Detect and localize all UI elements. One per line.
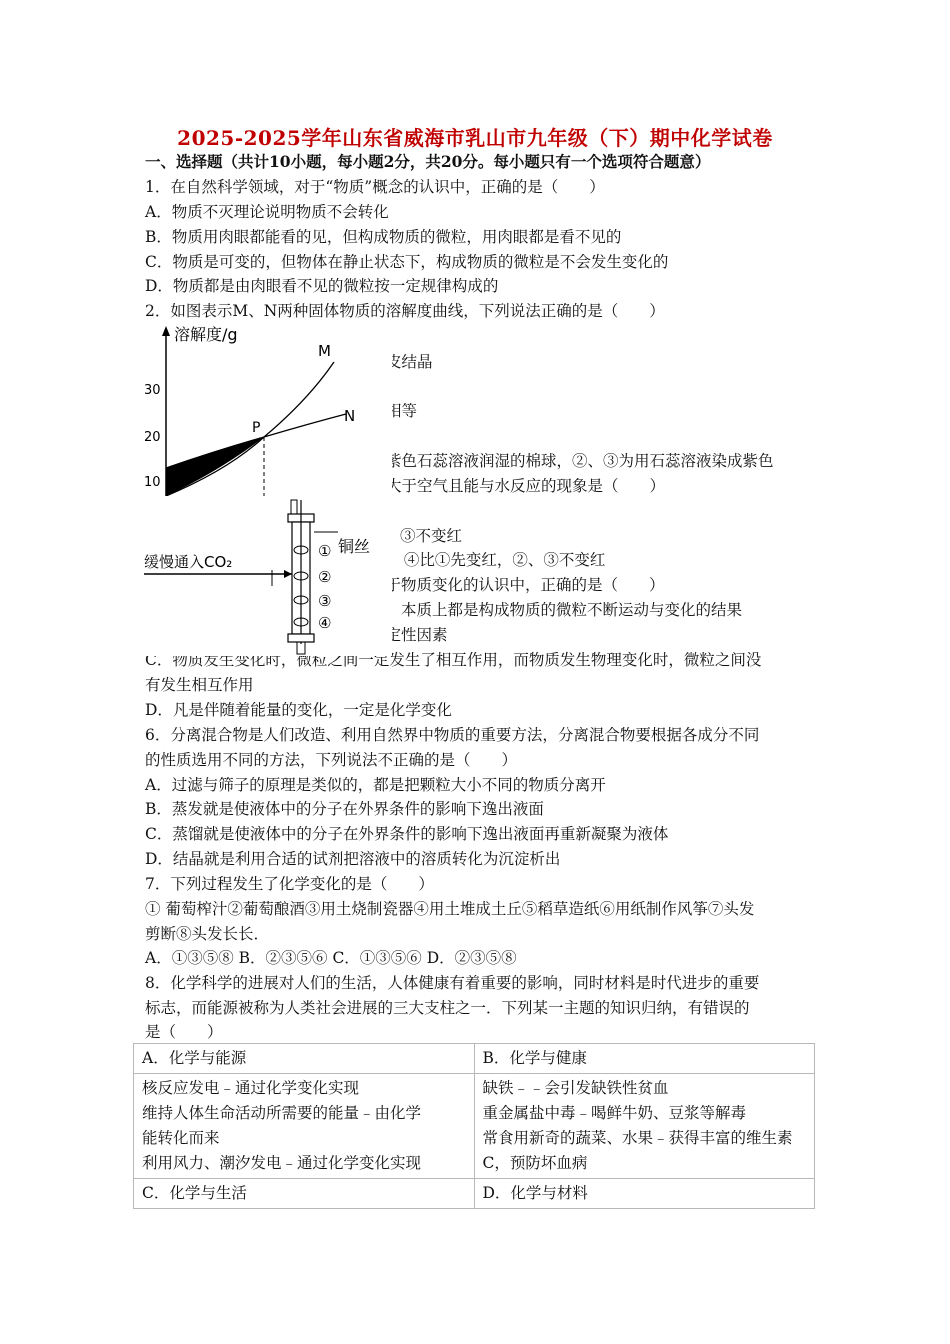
q6-option-b: B．蒸发就是使液体中的分子在外界条件的影响下逸出液面 (145, 800, 544, 818)
point-p-label: P (252, 420, 261, 436)
shaded-region (166, 437, 264, 496)
question-6-cont: 的性质选用不同的方法，下列说法不正确的是（ ） (145, 751, 518, 769)
table-cell-a-head: A．化学与能源 (134, 1044, 475, 1074)
question-7-items: ① 葡萄榨汁②葡萄酿酒③用土烧制瓷器④用土堆成土丘⑤稻草造纸⑥用纸制作风筝⑦头发 (145, 900, 755, 918)
q4-option-d: D．④比①先变红，②、③不变红 (376, 551, 606, 569)
q5-option-d: D．凡是伴随着能量的变化，一定是化学变化 (145, 701, 452, 719)
page-title: 2025-2025学年山东省威海市乳山市九年级（下）期中化学试卷 (177, 126, 773, 150)
q1-option-d: D．物质都是由肉眼看不见的微粒按一定规律构成的 (145, 277, 499, 295)
question-5-fragment: 对于物质变化的认识中，正确的是（ ） (370, 576, 665, 594)
y-tick-label: 20 (144, 430, 161, 445)
table-cell-d-head: D．化学与材料 (474, 1179, 815, 1209)
table-cell-b-body (474, 1074, 815, 1179)
q6-option-d: D．结晶就是利用合适的试剂把溶液中的溶质转化为沉淀析出 (145, 850, 561, 868)
q1-option-b: B．物质用肉眼都能看的见，但构成物质的微粒，用肉眼都是看不见的 (145, 228, 622, 246)
question-8-cont: 标志，而能源被称为人类社会进展的三大支柱之一．下列某一主题的知识归纳，有错误的 (145, 999, 750, 1017)
q4-option-fragment: ③不变红 (400, 527, 463, 545)
question-8-cont: 是（ ） (145, 1023, 223, 1041)
curve-m-label: M (318, 342, 331, 360)
ball-label-3: ③ (318, 592, 332, 610)
table-line: 常食用新奇的蔬菜、水果﹣获得丰富的维生素 (482, 1129, 793, 1147)
table-line: 缺铁﹣﹣会引发缺铁性贫血 (482, 1079, 669, 1097)
section-heading: 一、选择题（共计10小题，每小题2分，共20分。每小题只有一个选项符合题意） (145, 152, 711, 171)
q8-table (133, 1043, 815, 1209)
q6-option-a: A．过滤与筛子的原理是类似的，都是把颗粒大小不同的物质分离开 (145, 776, 606, 794)
curve-n-label: N (344, 407, 356, 425)
y-axis-arrow (162, 326, 170, 336)
wire-label: 铜丝 (338, 537, 371, 556)
table-line: 重金属盐中毒﹣喝鲜牛奶、豆浆等解毒 (482, 1104, 747, 1122)
q5-option-fragment: 决定性因素 (370, 626, 448, 644)
q4-stem-fragment: 大于空气且能与水反应的现象是（ ） (386, 477, 666, 495)
table-line: 能转化而来 (142, 1129, 220, 1147)
table-line: 利用风力、潮汐发电﹣通过化学变化实现 (142, 1154, 422, 1172)
question-7: 7．下列过程发生了化学变化的是（ ） (145, 875, 434, 893)
q4-stem-fragment: 紫色石蕊溶液润湿的棉球，②、③为用石蕊溶液染成紫色 (386, 452, 774, 470)
co2-apparatus-figure (138, 496, 392, 656)
y-tick-label: 10 (144, 475, 161, 490)
ball-label-1: ① (318, 542, 332, 560)
inlet-arrow (284, 570, 292, 578)
question-7-items-cont: 剪断⑧头发长长． (145, 925, 270, 943)
ball-label-4: ④ (318, 614, 332, 632)
q7-options: A．①③⑤⑧ B．②③⑤⑥ C．①③⑤⑥ D．②③⑤⑧ (145, 949, 517, 967)
table-cell-b-head: B．化学与健康 (474, 1044, 815, 1074)
q5-option-fragment: 化，本质上都是构成物质的微粒不断运动与变化的结果 (370, 601, 743, 619)
question-8: 8．化学科学的进展对人们的生活，人体健康有着重要的影响，同时材料是时代进步的重要 (145, 974, 760, 992)
top-stopper (291, 500, 297, 514)
q5-option-c: C．物质发生变化时，微粒之间一定发生了相互作用，而物质发生物理变化时，微粒之间没 (145, 651, 762, 669)
table-line: 核反应发电﹣通过化学变化实现 (142, 1079, 360, 1097)
q2-fragment: 相等 (386, 402, 418, 420)
q2-fragment: 皮结晶 (386, 353, 433, 371)
table-cell-a-body (134, 1074, 475, 1179)
q6-option-c: C．蒸馏就是使液体中的分子在外界条件的影响下逸出液面再重新凝聚为液体 (145, 825, 669, 843)
q1-option-a: A．物质不灭理论说明物质不会转化 (145, 203, 389, 221)
solubility-curve-figure (138, 322, 392, 502)
table-line: C，预防坏血病 (482, 1154, 588, 1172)
y-axis-label: 溶解度/g (174, 325, 238, 344)
inlet-label: 缓慢通入CO₂ (144, 553, 233, 571)
question-1: 1．在自然科学领域，对于“物质”概念的认识中，正确的是（ ） (145, 178, 605, 196)
ball-label-2: ② (318, 568, 332, 586)
q1-option-c: C．物质是可变的，但物体在静止状态下，构成物质的微粒是不会发生变化的 (145, 253, 669, 271)
q5-option-c-cont: 有发生相互作用 (145, 676, 254, 694)
y-tick-label: 30 (144, 383, 161, 398)
question-2: 2．如图表示M、N两种固体物质的溶解度曲线，下列说法正确的是（ ） (145, 302, 665, 320)
table-cell-c-head: C．化学与生活 (134, 1179, 475, 1209)
question-6: 6．分离混合物是人们改造、利用自然界中物质的重要方法，分离混合物要根据各成分不同 (145, 726, 760, 744)
bottom-cap (288, 634, 314, 642)
table-line: 维持人体生命活动所需要的能量﹣由化学 (142, 1104, 422, 1122)
